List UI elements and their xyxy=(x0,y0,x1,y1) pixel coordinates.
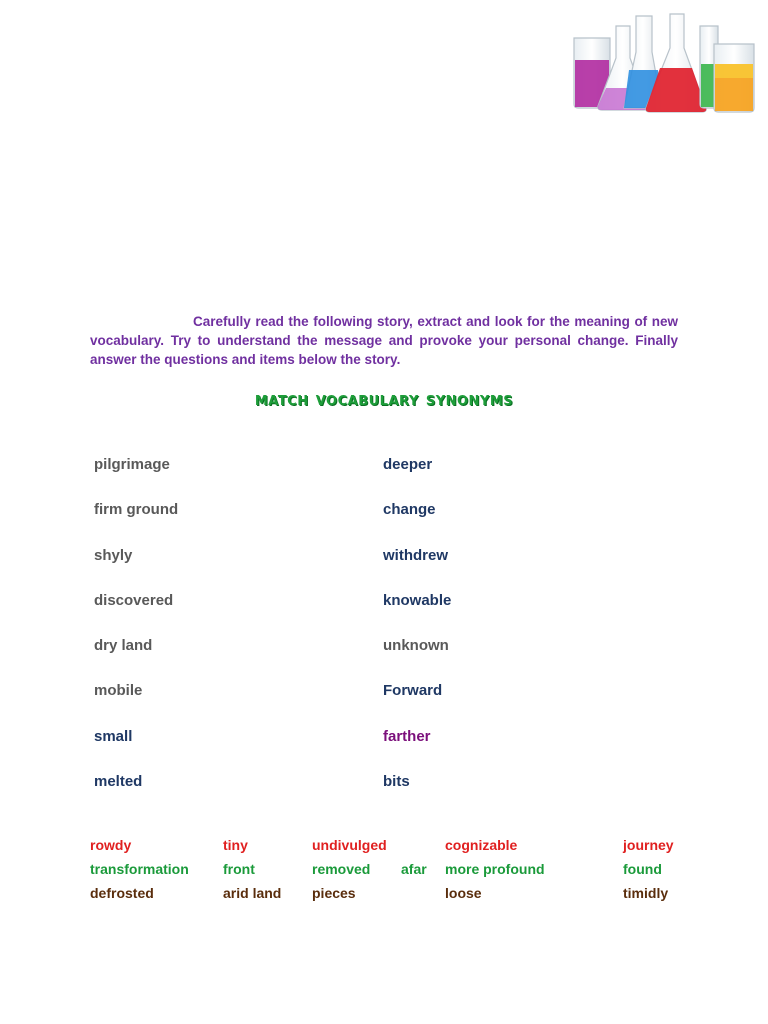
right-word: change xyxy=(383,501,436,518)
left-word: melted xyxy=(94,773,143,790)
word-bank-item: arid land xyxy=(223,885,282,901)
word-bank-item: tiny xyxy=(223,837,248,853)
word-bank-item: timidly xyxy=(623,885,669,901)
right-word: unknown xyxy=(383,637,449,654)
word-bank-item: afar xyxy=(401,861,427,877)
word-bank-item: removed xyxy=(312,861,371,877)
left-word: pilgrimage xyxy=(94,456,170,473)
lab-glassware-image xyxy=(566,8,760,120)
right-word: Forward xyxy=(383,682,443,699)
word-bank-item: rowdy xyxy=(90,837,132,853)
right-word: bits xyxy=(383,773,410,790)
instructions-text: Carefully read the following story, extract and look for the meaning of new vocabulary. Try to understand the message and provoke your personal change. Finally answer the questions and items below the story. xyxy=(90,314,678,367)
right-word: deeper xyxy=(383,456,433,473)
right-word: knowable xyxy=(383,592,452,609)
word-bank-item: pieces xyxy=(312,885,356,901)
left-word: shyly xyxy=(94,547,133,564)
right-word: farther xyxy=(383,728,431,745)
word-bank-item: journey xyxy=(623,837,674,853)
left-word: mobile xyxy=(94,682,143,699)
word-bank-item: found xyxy=(623,861,662,877)
word-bank-item: more profound xyxy=(445,861,545,877)
left-word: dry land xyxy=(94,637,153,654)
word-bank-item: defrosted xyxy=(90,885,154,901)
word-bank-item: front xyxy=(223,861,255,877)
right-word: withdrew xyxy=(383,547,449,564)
left-word: firm ground xyxy=(94,501,179,518)
word-bank-item: loose xyxy=(445,885,482,901)
page-title: match vocabulary synonyms xyxy=(254,388,514,410)
word-bank-item: transformation xyxy=(90,861,189,877)
left-word: small xyxy=(94,728,133,745)
left-word: discovered xyxy=(94,592,174,609)
word-bank-item: undivulged xyxy=(312,837,387,853)
word-bank-item: cognizable xyxy=(445,837,518,853)
